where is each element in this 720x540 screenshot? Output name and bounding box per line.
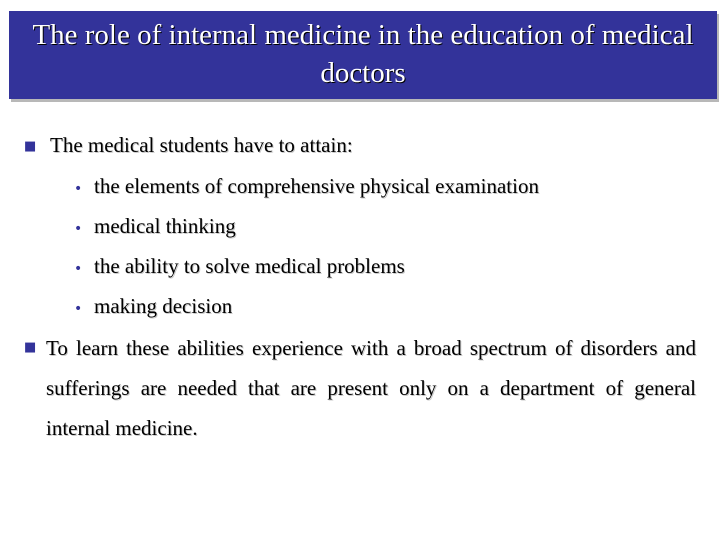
sub-bullet-item — [74, 254, 405, 279]
sub-bullet-text: medical thinking — [94, 214, 236, 238]
bullet-text: The medical students have to attain: — [50, 133, 353, 157]
sub-bullet-text: the ability to solve medical problems — [94, 254, 405, 278]
sub-bullet-item — [74, 214, 236, 239]
round-bullet-icon: • — [74, 181, 83, 197]
square-bullet-icon: ■ — [24, 340, 37, 355]
round-bullet-icon: • — [74, 221, 83, 237]
title-banner — [9, 11, 717, 99]
bullet-paragraph: To learn these abilities experience with a broad spectrum of disorders and sufferings are needed that are present only on a department of general internal medicine. — [46, 336, 696, 440]
bullet-item — [24, 133, 353, 158]
round-bullet-icon: • — [74, 261, 83, 277]
sub-bullet-item — [74, 174, 539, 199]
round-bullet-icon: • — [74, 301, 83, 317]
square-bullet-icon: ■ — [24, 139, 37, 154]
slide-title: The role of internal medicine in the education of medical doctors — [32, 19, 694, 89]
sub-bullet-text: the elements of comprehensive physical examination — [94, 174, 539, 198]
sub-bullet-text: making decision — [94, 294, 233, 318]
sub-bullet-item — [74, 294, 232, 319]
